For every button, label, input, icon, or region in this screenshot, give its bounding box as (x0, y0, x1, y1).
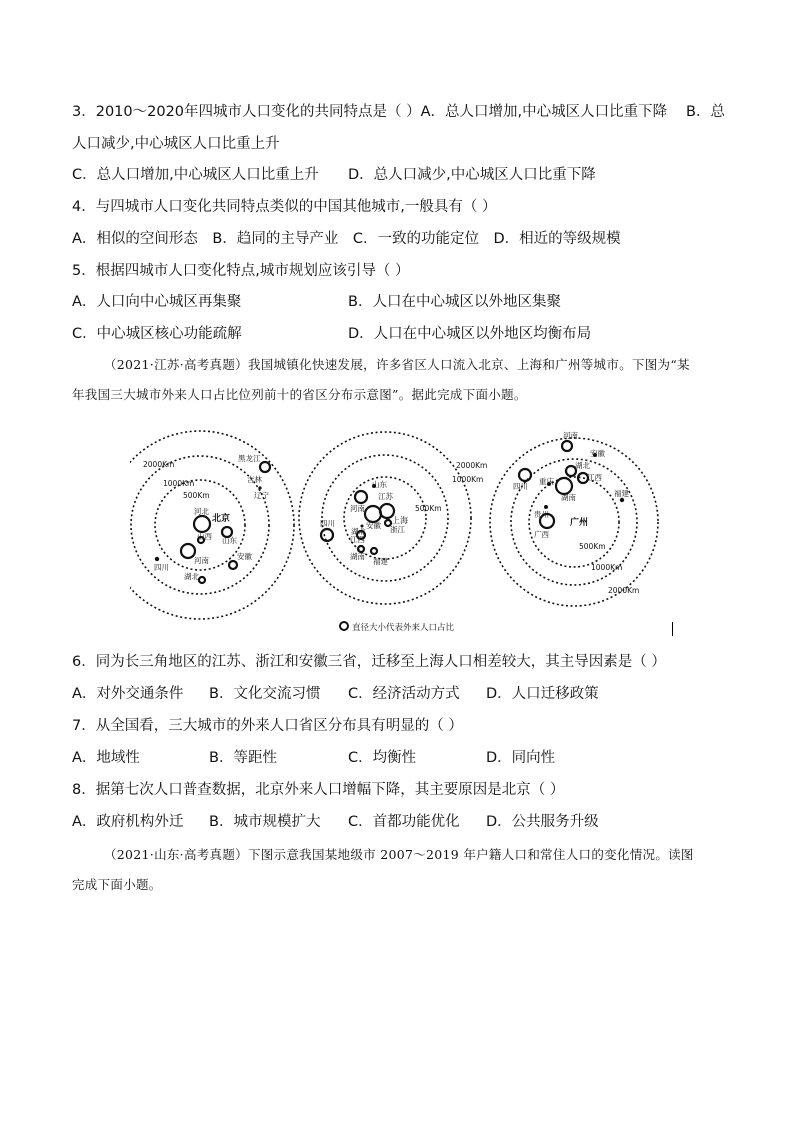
shanghai-province-anhui: 安徽 (366, 521, 381, 530)
q6-option-a: A．对外交通条件 (72, 686, 184, 702)
q4-stem: 4．与四城市人口变化共同特点类似的中国其他城市,一般具有（ ） (72, 199, 497, 215)
beijing-province-shandong: 山东 (222, 536, 237, 545)
q7-option-d: D．同向性 (486, 750, 556, 766)
guangzhou-center-label: 广州 (570, 518, 589, 528)
shanghai-province-sichuan: 四川 (320, 519, 335, 528)
guangzhou-dot-guizhou (544, 505, 548, 509)
beijing-province-liaoning: 辽宁 (254, 491, 269, 500)
beijing-province-heilongjiang: 黑龙江 (238, 454, 261, 463)
guangzhou-province-guangxi: 广西 (534, 530, 549, 539)
beijing-center-label: 北京 (212, 514, 231, 524)
shanghai-center-label: 上海 (392, 516, 408, 525)
q5-option-d: D．人口在中心城区以外地区均衡布局 (348, 326, 592, 342)
migration-map-figure (130, 425, 680, 640)
beijing-province-anhui: 安徽 (237, 552, 252, 561)
guangzhou-label-500km: 500Km (579, 542, 606, 551)
q6-option-c: C．经济活动方式 (348, 686, 460, 702)
beijing-province-shanxi: 山西 (197, 532, 212, 541)
q7-option-a: A．地域性 (72, 750, 140, 766)
legend-circle-icon (340, 622, 348, 630)
q6-stem: 6．同为长三角地区的江苏、浙江和安徽三省，迁移至上海人口相差较大，其主导因素是（ ） (72, 654, 666, 670)
intro-shandong (72, 840, 722, 900)
shanghai-label-1000km: 1000Km (452, 475, 484, 484)
q3-option-d: D．总人口减少,中心城区人口比重下降 (348, 167, 596, 183)
q8-stem: 8．据第七次人口普查数据，北京外来人口增幅下降，其主要原因是北京（ ） (72, 782, 565, 798)
beijing-province-sichuan: 四川 (154, 563, 169, 572)
text-cursor (672, 622, 673, 636)
legend-text: 直径大小代表外来人口占比 (352, 623, 455, 633)
q6-option-d: D．人口迁移政策 (486, 686, 599, 702)
q3-option-c: C．总人口增加,中心城区人口比重上升 (72, 167, 319, 183)
guangzhou-label-1000km: 1000Km (591, 563, 623, 572)
intro-jiangsu-line2: 年我国三大城市外来人口占比位列前十的省区分布示意图”。据此完成下面小题。 (72, 387, 527, 402)
shanghai-bubble-fujian (371, 548, 377, 554)
beijing-bubble-hebei (194, 516, 210, 532)
guangzhou-bubble-hunan (556, 478, 572, 494)
q5-option-a: A．人口向中心城区再集聚 (72, 294, 242, 310)
shanghai-province-jiangxi: 江西 (350, 535, 365, 544)
guangzhou-label-2000km: 2000Km (608, 586, 640, 595)
beijing-bubble-henan (181, 544, 195, 558)
guangzhou-province-hubei: 湖北 (575, 461, 590, 470)
q7-stem: 7．从全国看，三大城市的外来人口省区分布具有明显的（ ） (72, 718, 463, 734)
guangzhou-bubble-henan (562, 441, 572, 451)
beijing-label-2000km: 2000Km (143, 460, 175, 469)
q5-option-c: C．中心城区核心功能疏解 (72, 326, 242, 342)
q3-stem: 3．2010～2020年四城市人口变化的共同特点是（ ）A．总人口增加,中心城区人口比重下降 (72, 104, 668, 120)
beijing-province-jilin: 吉林 (247, 475, 262, 484)
figure-legend (340, 622, 455, 633)
shanghai-province-fujian: 福建 (373, 557, 388, 566)
beijing-label-500km: 500Km (183, 491, 210, 500)
q4-options: A．相似的空间形态 B．趋同的主导产业 C．一致的功能定位 D．相近的等级规模 (72, 231, 621, 247)
intro-jiangsu-line1: （2021·江苏·高考真题）我国城镇化快速发展，许多省区人口流入北京、上海和广州等城市。下图为“某 (104, 357, 690, 372)
beijing-bubble-hubei (199, 577, 205, 583)
q6-option-b: B．文化交流习惯 (209, 686, 321, 702)
guangzhou-province-henan: 河南 (563, 431, 578, 440)
q5-option-b: B．人口在中心城区以外地区集聚 (348, 294, 561, 310)
guangzhou-province-chongqing: 重庆 (539, 477, 554, 486)
shanghai-province-jiangsu: 江苏 (378, 492, 393, 501)
guangzhou-province-fujian: 福建 (614, 489, 629, 498)
guangzhou-province-hunan: 湖南 (561, 493, 576, 502)
beijing-province-henan: 河南 (194, 556, 209, 565)
shanghai-province-shandong: 山东 (372, 480, 387, 489)
beijing-bubble-heilongjiang (260, 462, 270, 472)
shanghai-bubble-sichuan (321, 529, 333, 541)
beijing-dot-jilin (258, 486, 261, 489)
q8-option-d: D．公共服务升级 (486, 814, 599, 830)
shanghai-province-zhejiang: 浙江 (390, 525, 405, 534)
shanghai-bubble-anhui (365, 506, 381, 522)
shanghai-label-500km: 500Km (415, 504, 442, 513)
shanghai-bubble-henan (355, 491, 367, 503)
shanghai-province-hubei: 湖北 (351, 527, 366, 536)
q3-option-b-continued: 人口减少,中心城区人口比重上升 (72, 136, 280, 152)
q8-option-c: C．首都功能优化 (348, 814, 460, 830)
guangzhou-dot-fujian (620, 498, 624, 502)
q8-option-b: B．城市规模扩大 (209, 814, 321, 830)
q7-option-b: B．等距性 (209, 750, 277, 766)
beijing-dot-sichuan (155, 557, 159, 561)
beijing-province-hebei: 河北 (194, 507, 209, 516)
shanghai-label-2000km: 2000Km (456, 461, 488, 470)
q7-option-c: C．均衡性 (348, 750, 417, 766)
q8-option-a: A．政府机构外迁 (72, 814, 184, 830)
intro-shandong-line1: （2021·山东·高考真题）下图示意我国某地级市 2007～2019 年户籍人口和常住人口的变化情况。读图 (104, 847, 694, 862)
beijing-label-1000km: 1000Km (163, 479, 195, 488)
q3-option-b-start: B．总 (686, 104, 725, 120)
intro-shandong-line2: 完成下面小题。 (72, 877, 162, 892)
beijing-province-hubei: 湖北 (184, 572, 199, 581)
beijing-bubble-anhui (229, 561, 237, 569)
guangzhou-province-guizhou: 贵州 (534, 510, 549, 519)
guangzhou-province-sichuan: 四川 (513, 482, 528, 491)
shanghai-province-henan: 河南 (350, 504, 365, 513)
q5-stem: 5．根据四城市人口变化特点,城市规划应该引导（ ） (72, 263, 410, 279)
guangzhou-bubble-sichuan (519, 469, 531, 481)
guangzhou-province-anhui: 安徽 (590, 449, 605, 458)
shanghai-province-hunan: 湖南 (350, 552, 365, 561)
guangzhou-province-jiangxi: 江西 (587, 473, 602, 482)
intro-jiangsu (72, 350, 722, 410)
